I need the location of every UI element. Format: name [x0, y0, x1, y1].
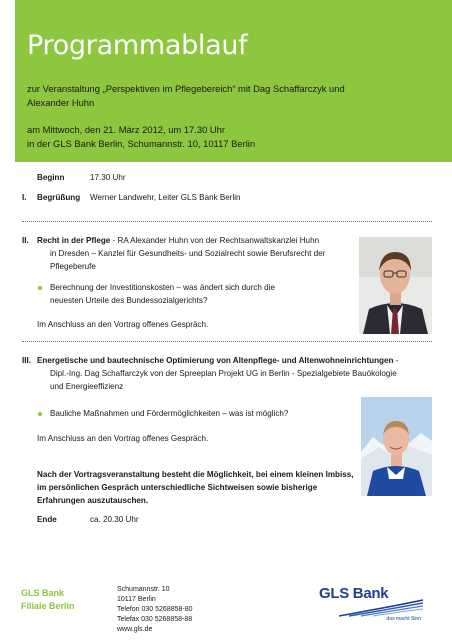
event-line-2: Alexander Huhn — [27, 97, 95, 108]
agenda-item-1-text: Werner Landwehr, Leiter GLS Bank Berlin — [90, 193, 241, 202]
agenda-item-2-heading — [37, 234, 319, 247]
agenda-item-2-speaker: - RA Alexander Huhn von der Rechtsanwaltskanzlei Huhn — [110, 236, 320, 245]
logo-text: GLS Bank — [319, 585, 389, 602]
closing-line-1: Nach der Vortragsveranstaltung besteht die Möglichkeit, bei einem kleinen Imbiss, — [37, 470, 354, 479]
agenda-item-2-bullet-line-1: Berechnung der Investitionskosten – was ändert sich durch die — [50, 283, 275, 292]
bullet-icon — [38, 412, 42, 416]
footer-bank: GLS Bank — [21, 588, 65, 598]
agenda-item-2-line-3: Pflegeberufe — [50, 262, 96, 271]
page-title: Programmablauf — [27, 30, 248, 61]
footer-bank-name — [21, 587, 75, 613]
event-date: am Mittwoch, den 21. März 2012, um 17.30 Uhr — [27, 124, 226, 135]
agenda-item-3-bullet: Bauliche Maßnahmen und Fördermöglichkeiten – was ist möglich? — [50, 409, 289, 418]
header-banner — [15, 0, 452, 162]
gls-bank-logo — [319, 583, 423, 625]
beginn-label: Beginn — [37, 173, 65, 182]
footer-address — [117, 585, 193, 635]
agenda-item-2-title: Recht in der Pflege — [37, 236, 111, 245]
footer-street: Schumannstr. 10 — [117, 586, 170, 593]
footer-branch: Filiale Berlin — [21, 601, 75, 611]
agenda-item-3-after: Im Anschluss an den Vortrag offenes Gespräch. — [37, 434, 209, 443]
logo-swoosh-icon — [339, 599, 423, 617]
logo-tagline: das macht Sinn — [386, 616, 421, 622]
speaker-photo-huhn — [359, 237, 432, 334]
agenda-item-2-after: Im Anschluss an den Vortrag offenes Gespräch. — [37, 320, 209, 329]
closing-line-3: Erfahrungen auszutauschen. — [37, 496, 149, 505]
agenda-number-3: III. — [22, 356, 31, 365]
agenda-item-2-bullet-line-2: neuesten Urteile des Bundessozialgerichts? — [50, 296, 208, 305]
ende-time: ca. 20.30 Uhr — [90, 515, 139, 524]
footer-web-link[interactable]: www.gls.de — [117, 626, 153, 633]
section-divider — [22, 341, 432, 342]
speaker-photo-schaffarczyk — [361, 397, 432, 496]
agenda-number-1: I. — [22, 193, 27, 202]
agenda-number-2: II. — [22, 236, 29, 245]
footer-phone: Telefon 030 5268858-80 — [117, 606, 193, 613]
footer-fax: Telefax 030 5268858-88 — [117, 616, 193, 623]
bullet-icon — [38, 286, 42, 290]
agenda-item-3-line-2: und Energieeffizienz — [50, 382, 124, 391]
event-description — [27, 82, 437, 110]
agenda-item-3-dash: - — [393, 356, 399, 365]
section-divider — [22, 221, 432, 222]
agenda-item-3-heading — [37, 354, 398, 367]
agenda-item-3-line-1: Dipl.-Ing. Dag Schaffarczyk von der Spreeplan Projekt UG in Berlin - Spezialgebiete Bauökologie — [50, 369, 397, 378]
beginn-time: 17.30 Uhr — [90, 173, 126, 182]
closing-line-2: im persönlichen Gespräch unterschiedliche Sichtweisen sowie bisherige — [37, 483, 318, 492]
agenda-item-2-line-2: in Dresden – Kanzlei für Gesundheits- und Sozialrecht sowie Berufsrecht der — [50, 249, 326, 258]
agenda-item-1-label: Begrüßung — [37, 193, 81, 202]
event-location: in der GLS Bank Berlin, Schumannstr. 10, 10117 Berlin — [27, 138, 256, 149]
event-line-1: zur Veranstaltung „Perspektiven im Pflegebereich“ mit Dag Schaffarczyk und — [27, 83, 345, 94]
event-date-location — [27, 123, 437, 151]
agenda-item-3-title: Energetische und bautechnische Optimierung von Altenpflege- und Altenwohneinrichtungen — [37, 356, 394, 365]
footer-city: 10117 Berlin — [117, 596, 156, 603]
ende-label: Ende — [37, 515, 57, 524]
